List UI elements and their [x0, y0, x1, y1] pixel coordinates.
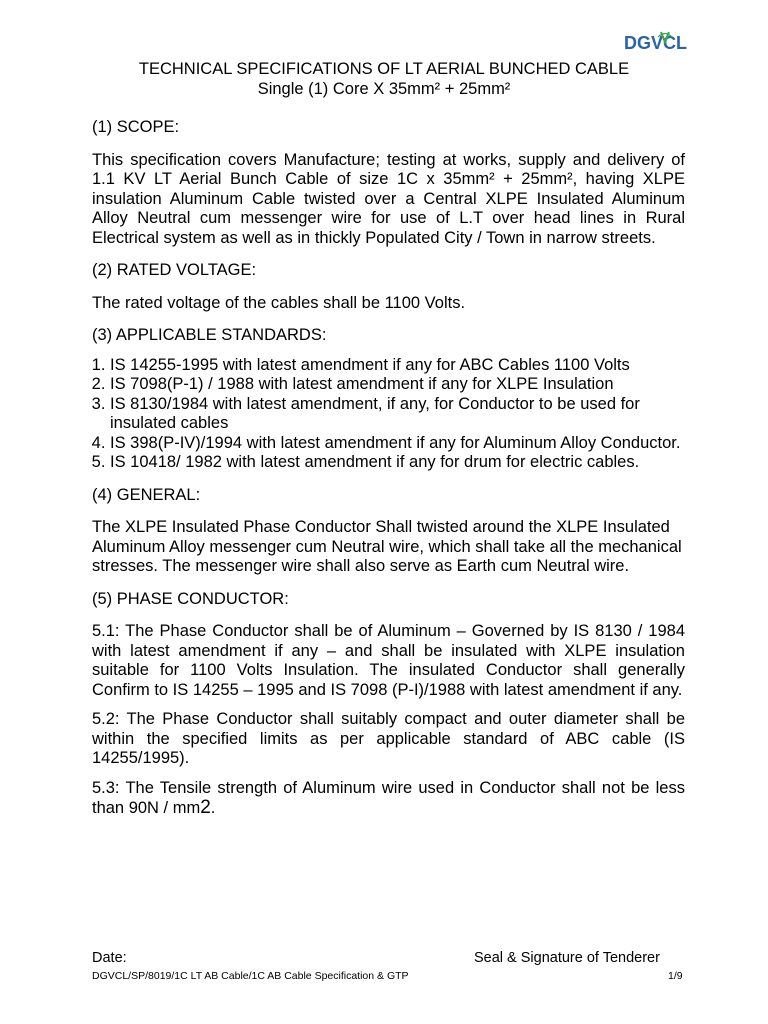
list-item: 5. IS 10418/ 1982 with latest amendment if any for drum for electric cables.	[110, 453, 685, 473]
phase-paragraph-5-1: 5.1: The Phase Conductor shall be of Aluminum – Governed by IS 8130 / 1984 with latest amendment if any – and shall be insulated with XLPE insulation suitable for 1100 Volts Insulation. The insulated Conductor shall generally Confirm to IS 14255 – 1995 and IS 7098 (P-I)/1988 with latest amendment if any.	[92, 622, 685, 699]
dgvcl-logo	[624, 28, 688, 56]
section-heading-phase-conductor: (5) PHASE CONDUCTOR:	[92, 589, 289, 608]
general-paragraph: The XLPE Insulated Phase Conductor Shall twisted around the XLPE Insulated Aluminum Alloy messenger cum Neutral wire, which shall take all the mechanical stresses. The messenger wire shall also serve as Earth cum Neutral wire.	[92, 518, 682, 575]
document-title: TECHNICAL SPECIFICATIONS OF LT AERIAL BUNCHED CABLE	[138, 60, 630, 78]
footer-page-number: 1/9	[668, 970, 683, 982]
footer-document-reference: DGVCL/SP/8019/1C LT AB Cable/1C AB Cable Specification & GTP	[92, 970, 409, 982]
scope-paragraph: This specification covers Manufacture; testing at works, supply and delivery of 1.1 KV LT Aerial Bunch Cable of size 1C x 35mm² + 25mm², having XLPE insulation Aluminum Cable twisted over a Central XLPE Insulated Aluminum Alloy Neutral cum messenger wire for use of L.T over head lines in Rural Electrical system as well as in thickly Populated City / Town in narrow streets.	[92, 150, 685, 247]
phase-paragraph-5-2: 5.2: The Phase Conductor shall suitably compact and outer diameter shall be within the specified limits as per applicable standard of ABC cable (IS 14255/1995).	[92, 710, 685, 767]
list-item: 4. IS 398(P-IV)/1994 with latest amendment if any for Aluminum Alloy Conductor.	[110, 434, 685, 454]
list-item: 3. IS 8130/1984 with latest amendment, if any, for Conductor to be used for insulated cables	[110, 395, 685, 434]
section-heading-scope: (1) SCOPE:	[92, 118, 180, 136]
voltage-paragraph: The rated voltage of the cables shall be 1100 Volts.	[92, 293, 466, 312]
phase-5-3-end: .	[210, 799, 216, 817]
phase-5-3-text: 5.3: The Tensile strength of Aluminum wire used in Conductor shall not be less than 90N / mm	[92, 778, 685, 817]
section-heading-voltage: (2) RATED VOLTAGE:	[92, 261, 257, 279]
phase-5-3-superscript: 2	[200, 797, 211, 818]
phase-paragraph-5-3	[92, 779, 685, 819]
section-heading-general: (4) GENERAL:	[92, 485, 201, 504]
footer-seal-label: Seal & Signature of Tenderer	[474, 950, 660, 966]
logo-graphic	[624, 28, 688, 56]
logo-text: DGVCL	[624, 33, 687, 53]
standards-list	[92, 356, 685, 473]
list-item: 2. IS 7098(P-1) / 1988 with latest amendment if any for XLPE Insulation	[110, 375, 685, 395]
footer-date-label: Date:	[92, 950, 127, 966]
list-item: 1. IS 14255-1995 with latest amendment if any for ABC Cables 1100 Volts	[110, 356, 685, 376]
document-body	[92, 118, 685, 819]
document-subtitle: Single (1) Core X 35mm² + 25mm²	[257, 80, 511, 98]
section-heading-standards: (3) APPLICABLE STANDARDS:	[92, 326, 327, 344]
